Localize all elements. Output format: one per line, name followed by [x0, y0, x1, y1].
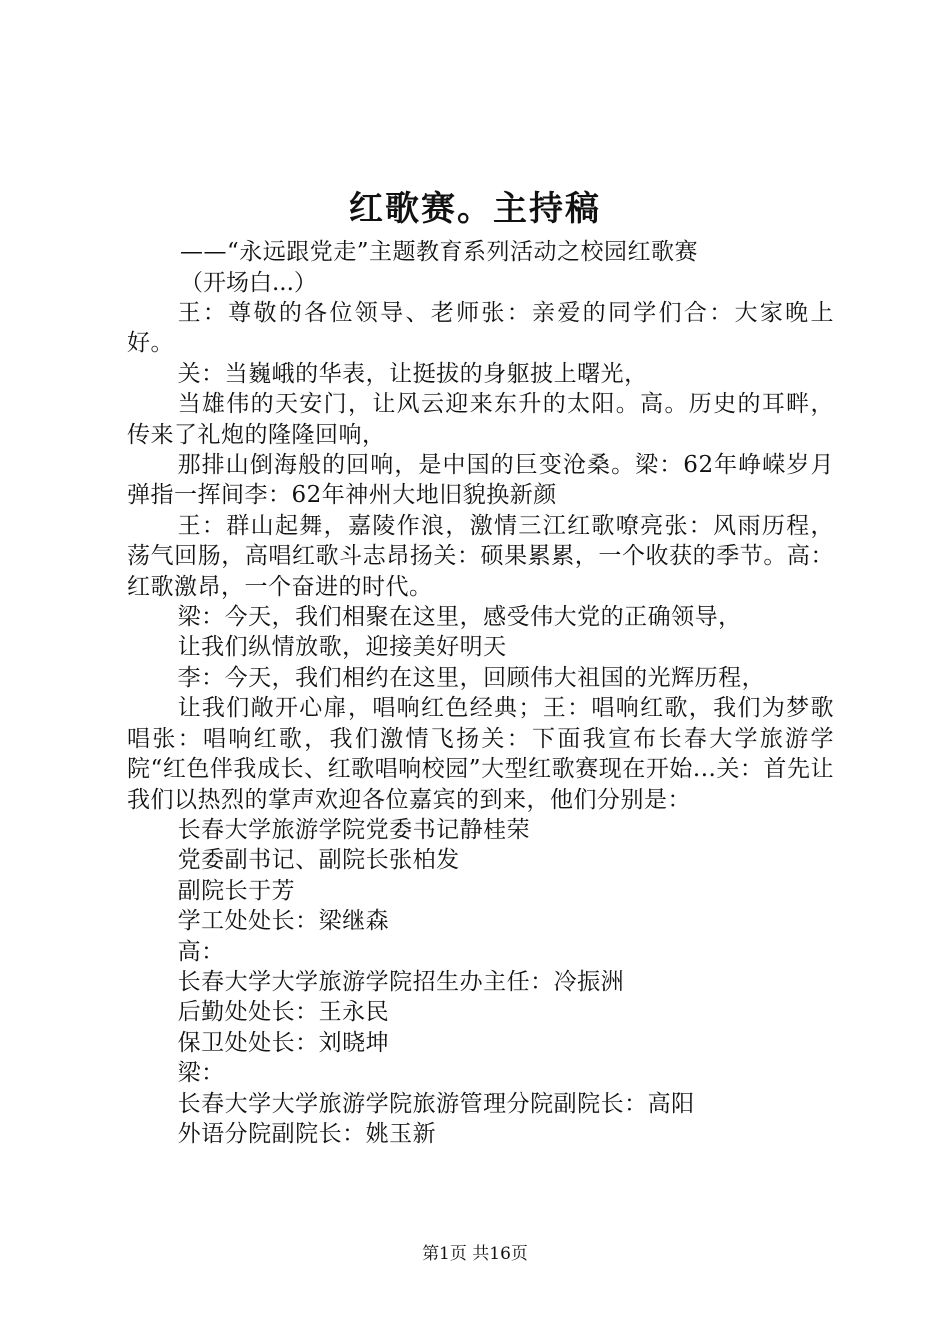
guest-line: 学工处处长：梁继森	[177, 908, 390, 935]
body-paragraph: 关：当巍峨的华表，让挺拔的身躯披上曙光，	[177, 360, 648, 387]
guest-line: 保卫处处长：刘晓坤	[177, 1029, 390, 1056]
body-paragraph: 让我们敞开心扉，唱响红色经典；王：唱响红歌，我们为梦歌唱张：唱响红歌，我们激情飞扬关：下面我宣布长春大学旅游学院“红色伴我成长、红歌唱响校园”大型红歌赛现在开始...关：首先让我们以热烈的掌声欢迎各位嘉宾的到来，他们分别是：	[127, 695, 834, 813]
guest-line: 长春大学大学旅游学院招生办主任：冷振洲	[177, 968, 625, 995]
guest-line: 后勤处处长：王永民	[177, 999, 390, 1026]
document-title: 红歌赛。主持稿	[349, 189, 601, 229]
guest-line: 党委副书记、副院长张柏发	[177, 847, 460, 874]
opening-remark-label: （开场白...）	[180, 270, 317, 296]
body-paragraph: 让我们纵情放歌，迎接美好明天	[177, 634, 507, 661]
body-paragraph: 梁：今天，我们相聚在这里，感受伟大党的正确领导，	[177, 604, 742, 631]
page-footer: 第1页 共16页	[422, 1244, 528, 1264]
body-paragraph: 王：群山起舞，嘉陵作浪，激情三江红歌嘹亮张：风雨历程，荡气回肠，高唱红歌斗志昂扬关：硕果累累，一个收获的季节。高：红歌激昂，一个奋进的时代。	[127, 512, 834, 600]
body-paragraph: 那排山倒海般的回响，是中国的巨变沧桑。梁：62年峥嵘岁月弹指一挥间李：62年神州大地旧貌换新颜	[127, 452, 834, 509]
speaker-label: 梁：	[177, 1060, 225, 1087]
guest-line: 长春大学旅游学院党委书记静桂荣	[177, 816, 531, 843]
body-paragraph: 李：今天，我们相约在这里，回顾伟大祖国的光辉历程，	[177, 664, 766, 691]
guest-line: 副院长于芳	[177, 877, 296, 904]
guest-line: 外语分院副院长：姚玉新	[177, 1120, 437, 1147]
document-subtitle: ——“永远跟党走”主题教育系列活动之校园红歌赛	[180, 239, 699, 265]
guest-line: 长春大学大学旅游学院旅游管理分院副院长：高阳	[177, 1090, 695, 1117]
document-body	[127, 298, 834, 1149]
speaker-label: 高：	[177, 938, 225, 965]
body-paragraph: 当雄伟的天安门，让风云迎来东升的太阳。高。历史的耳畔，传来了礼炮的隆隆回响，	[127, 391, 834, 448]
body-paragraph: 王：尊敬的各位领导、老师张：亲爱的同学们合：大家晚上好。	[127, 300, 834, 357]
